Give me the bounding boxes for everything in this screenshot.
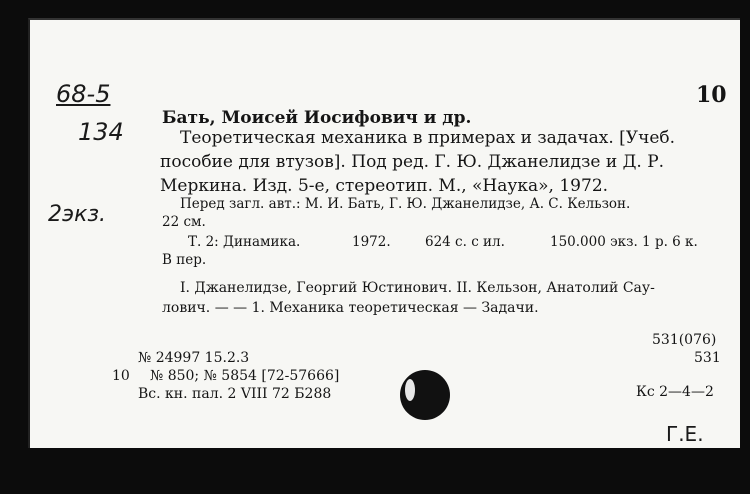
volume-year: 1972. <box>352 234 391 250</box>
book-chamber-registry: Вс. кн. пал. 2 VIII 72 Б288 <box>138 386 332 402</box>
ks-code: Кс 2—4—2 <box>636 384 714 400</box>
note-line-2: 22 см. <box>162 214 206 230</box>
title-line-3: Меркина. Изд. 5-е, стереотип. М., «Наука», 1972. <box>160 176 609 196</box>
handwritten-shelfmark-bottom: 134 <box>78 118 124 146</box>
prefix-number: 10 <box>112 368 130 384</box>
pages-count: 624 с. с ил. <box>425 234 505 250</box>
copies-price: 150.000 экз. 1 р. 6 к. <box>550 234 698 250</box>
order-number: № 24997 15.2.3 <box>138 350 250 366</box>
title-line-2: пособие для втузов]. Под ред. Г. Ю. Джанелидзе и Д. Р. <box>160 152 665 172</box>
catalog-numbers: № 850; № 5854 [72-57666] <box>150 368 340 384</box>
binding: В пер. <box>162 252 207 268</box>
added-entries-line-2: лович. — — 1. Механика теоретическая — Задачи. <box>162 300 539 316</box>
handwritten-copies-note: 2экз. <box>48 202 107 227</box>
card-number: 10 <box>696 82 727 108</box>
bbk-code: 531 <box>694 350 721 366</box>
handwritten-shelfmark-top: 68-5 <box>56 80 111 108</box>
added-entries-line-1: I. Джанелидзе, Георгий Юстинович. II. Кельзон, Анатолий Сау- <box>180 280 655 296</box>
catalog-card <box>28 18 740 448</box>
punch-hole <box>400 370 450 420</box>
volume-label: Т. 2: Динамика. <box>188 234 301 250</box>
title-line-1: Теоретическая механика в примерах и задачах. [Учеб. <box>180 128 676 148</box>
udc-code: 531(076) <box>652 332 717 348</box>
note-line-1: Перед загл. авт.: М. И. Бать, Г. Ю. Джанелидзе, А. С. Кельзон. <box>180 196 631 212</box>
author-heading: Бать, Моисей Иосифович и др. <box>162 108 472 128</box>
handwritten-initials: Г.Е. <box>666 422 704 446</box>
